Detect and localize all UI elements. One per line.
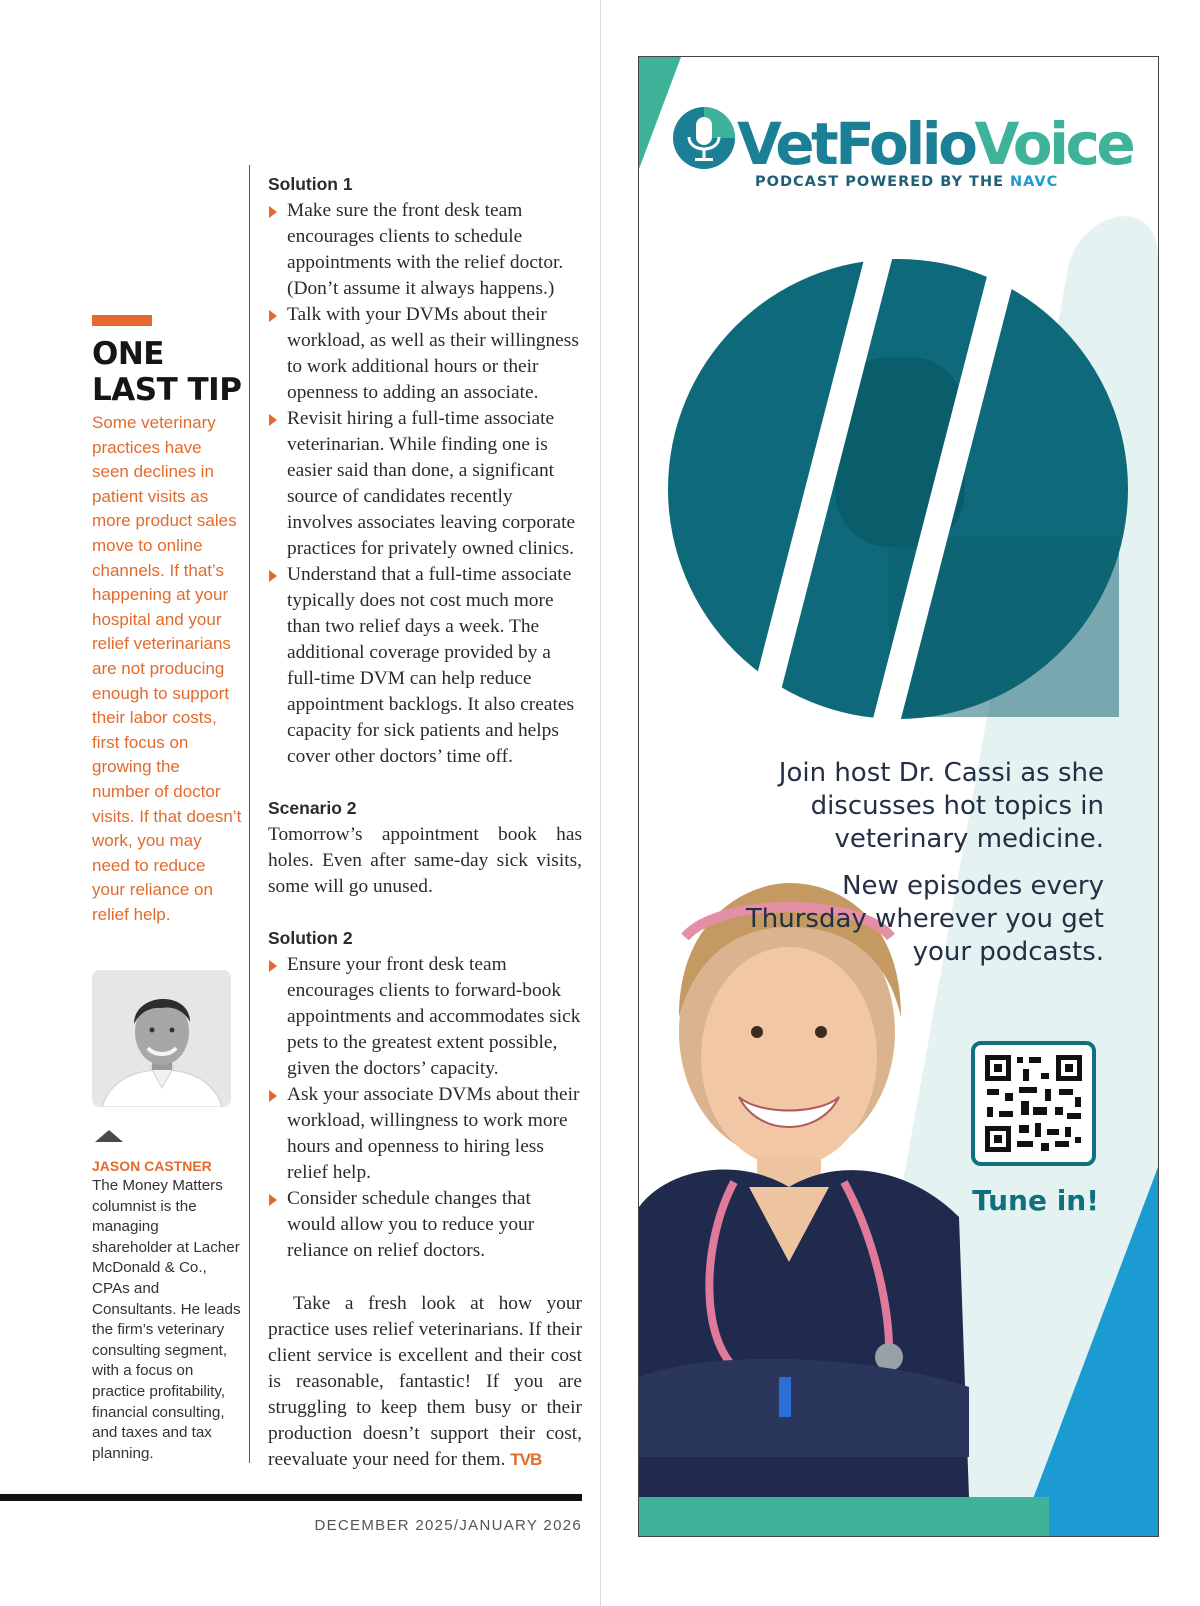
scenario2-text: Tomorrow’s appointment book has holes. Even after same-day sick visits, some will go unused. [268,824,582,897]
tip-heading-line2: LAST TIP [92,372,242,408]
bottom-rule [0,1494,582,1501]
microphone-logo-icon [671,105,737,171]
list-item: Revisit hiring a full-time associate veterinarian. While finding one is easier said than done, a significant source of candidates recently involves associates leaving corporate practices for privately owned clinics. [268,406,582,562]
list-item: Ask your associate DVMs about their workload, willingness to work more hours and openness to hiring less relief help. [268,1082,582,1186]
qr-code-icon [975,1045,1092,1162]
podcast-tagline [755,174,1058,190]
tip-text: Some veterinary practices have seen declines in patient visits as more product sales move to online channels. If that’s happening at your hospital and your relief veterinarians are not producing enough to support their labor costs, first focus on growing the number of doctor visits. If that doesn’t work, you may need to reduce your reliance on relief help. [92,413,242,924]
tagline-brand: NAVC [1010,174,1059,190]
scenario2-heading: Scenario 2 [268,798,357,818]
author-photo [92,970,231,1107]
tip-heading [92,336,242,408]
tagline-text: PODCAST POWERED BY THE [755,174,1011,190]
solution2-list [268,952,582,1264]
podcast-logo-wordmark [737,109,1132,179]
list-item: Make sure the front desk team encourages clients to schedule appointments with the relief doctor. (Don’t assume it always happens.) [268,198,582,302]
issue-date: DECEMBER 2025/JANUARY 2026 [314,1517,582,1534]
logo-part-folio: Folio [835,110,975,178]
closing-text: Take a fresh look at how your practice uses relief veterinarians. If their client service is excellent and their cost is reasonable, fantastic! If you are struggling to keep them busy or their production doesn’t support their cost, reevaluate your need for them. [268,1293,582,1470]
author-name: JASON CASTNER [92,1158,212,1174]
solution2-heading: Solution 2 [268,928,353,948]
closing-paragraph [268,1291,582,1473]
tvb-end-mark: TVB [510,1450,542,1469]
article-body [268,173,582,1473]
tune-in-cta[interactable]: Tune in! [972,1184,1099,1217]
logo-part-vet: Vet [737,110,836,178]
qr-code[interactable] [971,1041,1096,1166]
tip-heading-line1: ONE [92,336,164,372]
ad-copy-schedule: New episodes every Thursday wherever you get your podcasts. [745,871,1104,967]
author-bio: The Money Matters columnist is the managing shareholder at Lacher McDonald & Co., CPAs and Consultants. He leads the firm’s veterinary consulting segment, with a focus on practice profitability, financial consulting, and taxes and tax planning. [92,1177,241,1462]
triangle-marker-icon [95,1130,123,1142]
page-fold [600,0,601,1606]
list-item: Understand that a full-time associate typically does not cost much more than two relief days a week. The additional coverage provided by a full-time DVM can help reduce appointment backlogs. It also creates capacity for sick patients and helps cover other doctors’ time off. [268,562,582,770]
list-item: Talk with your DVMs about their workload, as well as their willingness to work additional hours or their openness to adding an associate. [268,302,582,406]
tip-accent-bar [92,315,152,326]
ad-copy [744,757,1104,983]
list-item: Ensure your front desk team encourages clients to forward-book appointments and accommodates sick pets to the greatest extent possible, given the doctors’ capacity. [268,952,582,1082]
podcast-ad [638,56,1159,1537]
solution1-list [268,198,582,770]
list-item: Consider schedule changes that would allow you to reduce your reliance on relief doctors. [268,1186,582,1264]
ad-copy-host: Join host Dr. Cassi as she discusses hot topics in veterinary medicine. [778,758,1104,854]
column-rule [249,165,250,1463]
logo-part-voice: Voice [974,110,1133,178]
solution1-heading: Solution 1 [268,174,353,194]
